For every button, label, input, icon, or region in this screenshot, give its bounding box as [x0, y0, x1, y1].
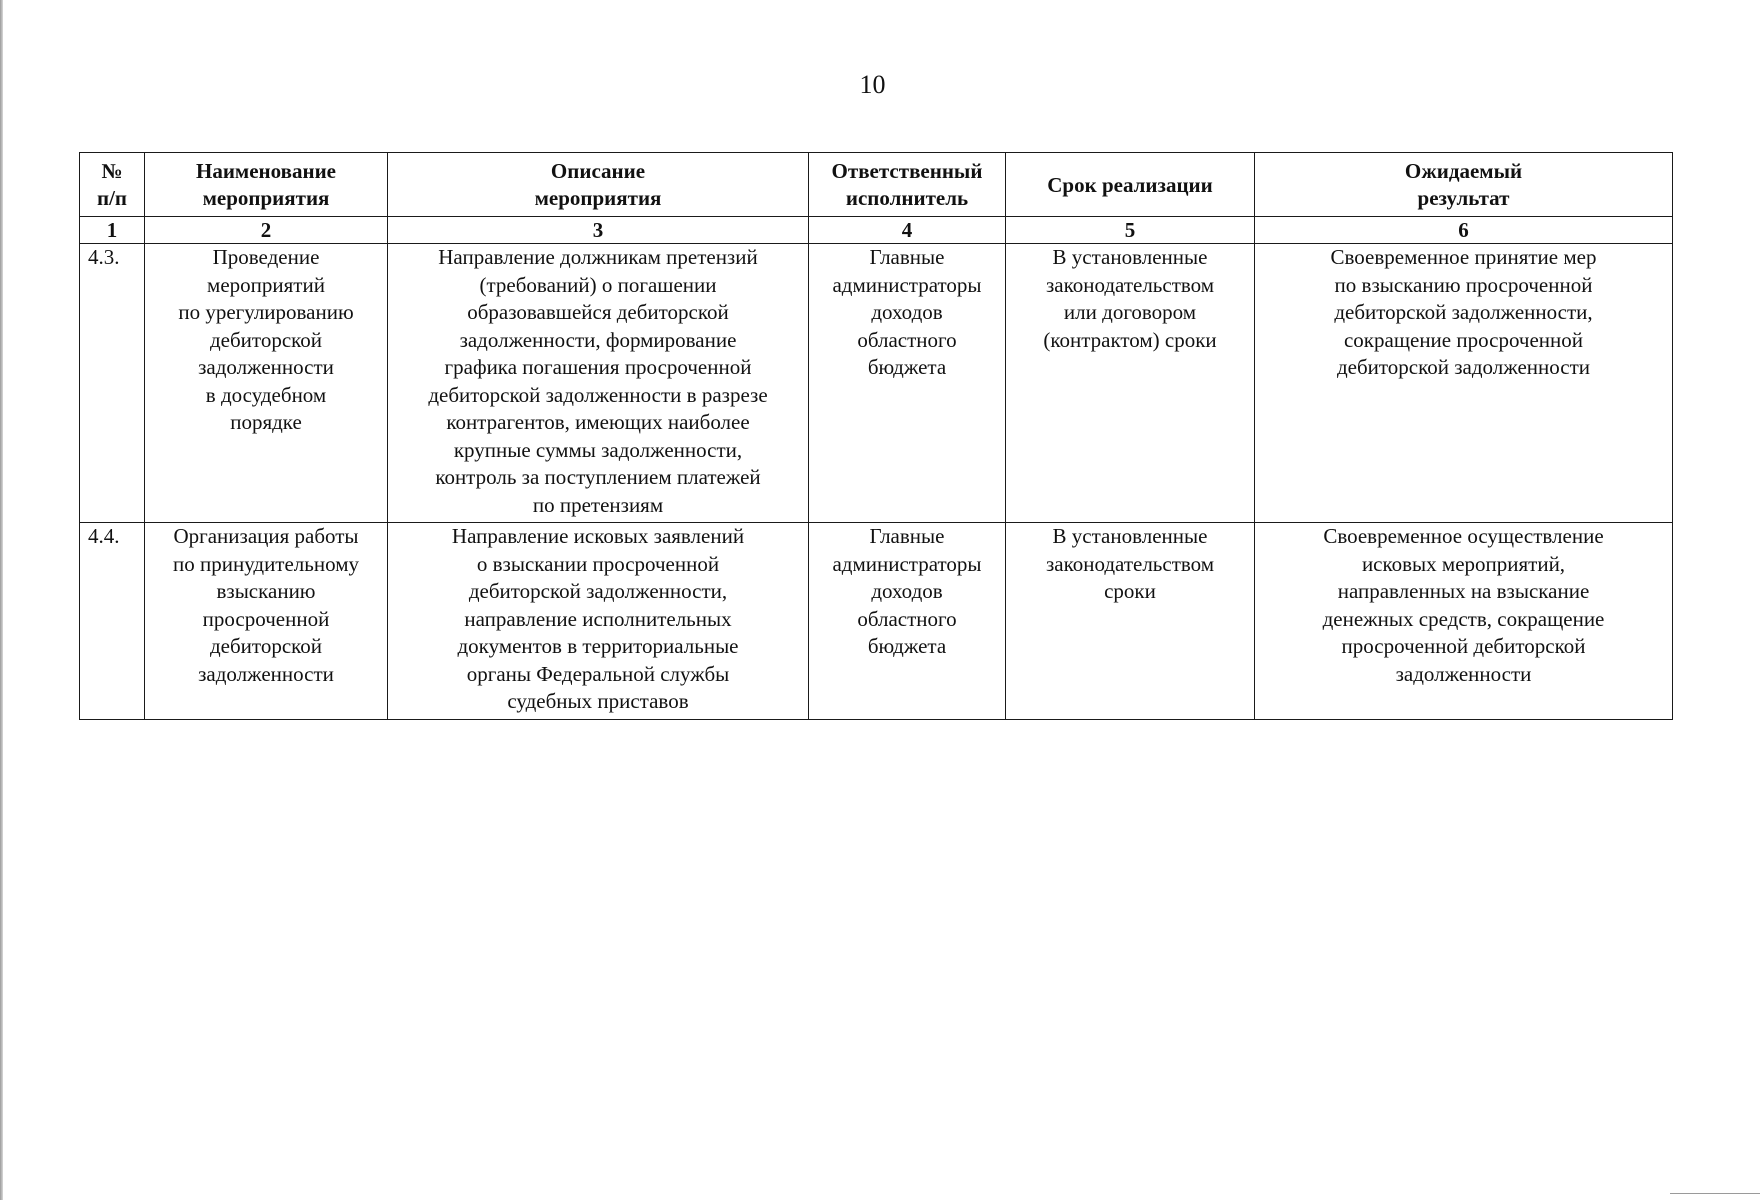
header-cell-number — [80, 153, 145, 217]
text-line: порядке — [230, 410, 302, 434]
text-line: задолженности, формирование — [459, 327, 737, 352]
text-line: документов в территориальные — [457, 634, 739, 658]
responsible-cell — [809, 523, 1006, 720]
text-line: графика погашения просроченной — [444, 355, 752, 379]
text-line: сокращение просроченной — [1343, 327, 1584, 352]
text-line: В установленные — [1052, 245, 1208, 269]
text-line: направленных на взыскание — [1337, 579, 1590, 603]
text-line: задолженности — [198, 661, 334, 686]
text-line: судебных приставов — [507, 689, 689, 713]
text-line: администраторы — [832, 272, 982, 297]
header-cell-name — [145, 153, 388, 217]
header-responsible-line: исполнитель — [845, 186, 969, 210]
measure-description-cell — [388, 244, 809, 523]
column-number: 4 — [809, 217, 1006, 244]
text-line: Направление исковых заявлений — [451, 524, 745, 548]
text-line: законодательством — [1045, 272, 1215, 297]
text-line: мероприятий — [207, 272, 325, 297]
text-line: Своевременное принятие мер — [1330, 245, 1597, 269]
header-responsible-line: Ответственный — [831, 159, 983, 183]
text-line: по принудительному — [173, 551, 359, 576]
header-cell-responsible — [809, 153, 1006, 217]
text-line: дебиторской задолженности, — [468, 579, 728, 603]
text-line: взысканию — [216, 579, 316, 603]
text-line: дебиторской — [209, 327, 323, 352]
page-number: 10 — [859, 70, 886, 99]
text-line: Главные — [869, 524, 945, 548]
measure-name-cell — [145, 244, 388, 523]
text-line: бюджета — [867, 355, 947, 379]
text-line: контроль за поступлением платежей — [435, 465, 761, 489]
text-line: Своевременное осуществление — [1323, 524, 1604, 548]
text-line: денежных средств, сокращение — [1322, 606, 1605, 631]
header-cell-result — [1255, 153, 1673, 217]
text-line: образовавшейся дебиторской — [467, 300, 729, 324]
text-line: Направление должникам претензий — [438, 245, 758, 269]
header-description-line: Описание — [550, 159, 646, 183]
text-line: доходов — [871, 300, 943, 324]
text-line: областного — [857, 327, 957, 352]
header-number-line: № — [101, 159, 123, 183]
row-number: 4.4. — [80, 523, 145, 720]
header-result-line: результат — [1417, 186, 1510, 210]
text-line: направление исполнительных — [464, 606, 732, 631]
text-line: (требований) о погашении — [479, 272, 717, 297]
deadline-cell — [1006, 244, 1255, 523]
text-line: просроченной — [202, 606, 330, 631]
text-line: администраторы — [832, 551, 982, 576]
column-number: 2 — [145, 217, 388, 244]
text-line: задолженности — [198, 355, 334, 379]
text-line: или договором — [1063, 300, 1197, 324]
header-name-line: мероприятия — [202, 186, 330, 210]
row-number: 4.3. — [80, 244, 145, 523]
header-number-line: п/п — [96, 186, 128, 210]
header-result-line: Ожидаемый — [1404, 159, 1523, 183]
expected-result-cell — [1255, 523, 1673, 720]
column-number: 1 — [80, 217, 145, 244]
header-cell-description — [388, 153, 809, 217]
text-line: доходов — [871, 579, 943, 603]
column-numbers-row — [80, 217, 1673, 244]
table-row — [80, 244, 1673, 523]
text-line: о взыскании просроченной — [476, 551, 720, 576]
header-deadline-line: Срок реализации — [1047, 172, 1213, 197]
text-line: по претензиям — [532, 492, 664, 517]
text-line: по взысканию просроченной — [1334, 272, 1593, 297]
text-line: В установленные — [1052, 524, 1208, 548]
table-row — [80, 523, 1673, 720]
text-line: дебиторской задолженности — [1336, 355, 1591, 379]
scan-left-edge — [0, 0, 3, 1200]
text-line: просроченной дебиторской — [1341, 634, 1586, 658]
text-line: Проведение — [212, 245, 320, 269]
text-line: бюджета — [867, 634, 947, 658]
text-line: органы Федеральной службы — [466, 661, 730, 686]
text-line: по урегулированию — [178, 300, 354, 324]
text-line: дебиторской задолженности в разрезе — [428, 382, 768, 407]
text-line: Организация работы — [173, 524, 359, 548]
column-number: 6 — [1255, 217, 1673, 244]
deadline-cell — [1006, 523, 1255, 720]
text-line: в досудебном — [205, 382, 327, 407]
text-line: исковых мероприятий, — [1361, 551, 1566, 576]
text-line: законодательством — [1045, 551, 1215, 576]
text-line: дебиторской задолженности, — [1334, 300, 1593, 324]
responsible-cell — [809, 244, 1006, 523]
measures-table — [79, 152, 1673, 720]
text-line: Главные — [869, 245, 945, 269]
header-cell-deadline — [1006, 153, 1255, 217]
measure-description-cell — [388, 523, 809, 720]
header-name-line: Наименование — [196, 159, 336, 183]
header-description-line: мероприятия — [534, 186, 662, 210]
expected-result-cell — [1255, 244, 1673, 523]
measure-name-cell — [145, 523, 388, 720]
text-line: дебиторской — [209, 634, 323, 658]
header-row — [80, 153, 1673, 217]
column-number: 5 — [1006, 217, 1255, 244]
text-line: областного — [857, 606, 957, 631]
text-line: крупные суммы задолженности, — [453, 437, 743, 462]
text-line: контрагентов, имеющих наиболее — [446, 410, 750, 434]
text-line: (контрактом) сроки — [1043, 327, 1217, 352]
text-line: сроки — [1104, 579, 1156, 603]
column-number: 3 — [388, 217, 809, 244]
text-line: задолженности — [1395, 661, 1532, 686]
scan-bottom-mark — [1670, 1193, 1760, 1194]
